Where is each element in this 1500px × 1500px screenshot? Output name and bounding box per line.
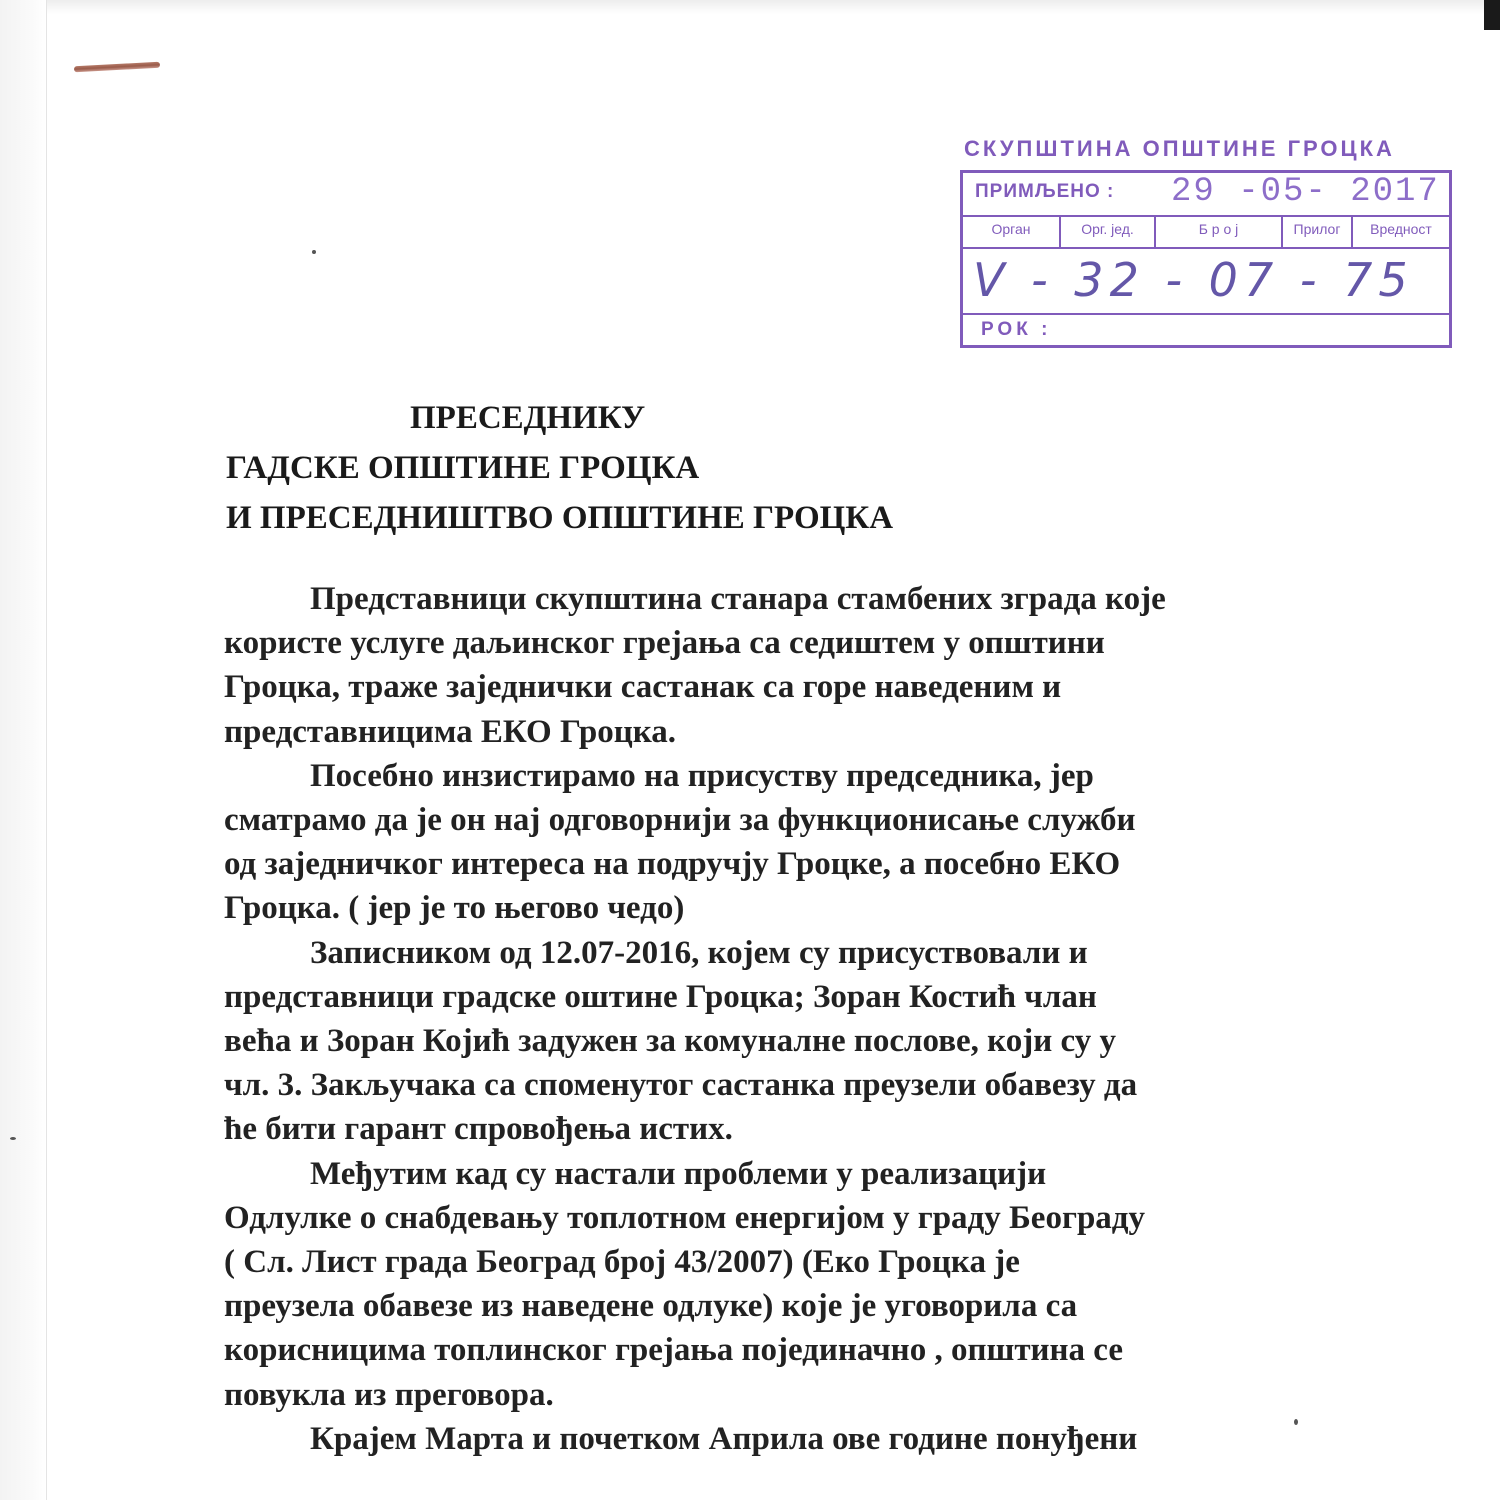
stamp-values-row xyxy=(963,249,1449,315)
registration-stamp xyxy=(952,130,1457,355)
text-line: Представници скупштина станара стамбених зграда које xyxy=(310,581,1166,617)
stamp-col-unit: Орг. јед. xyxy=(1061,217,1156,247)
staple xyxy=(74,62,160,72)
stamp-deadline-label: РОК : xyxy=(981,319,1052,340)
stamp-title: СКУПШТИНА ОПШТИНЕ ГРОЦКА xyxy=(964,136,1395,161)
text-line: већа и Зоран Којић задужен за комуналне послове, који су у xyxy=(224,1023,1116,1060)
page-edge-top xyxy=(0,0,1500,14)
stamp-col-value: Вредност xyxy=(1370,221,1432,237)
heading-line-3: И ПРЕСЕДНИШТВО ОПШТИНЕ ГРОЦКА xyxy=(226,500,894,536)
text-line: сматрамо да је он нај одговорнији за функционисање служби xyxy=(224,802,1136,839)
stamp-received-row xyxy=(963,173,1449,217)
text-line: Гроцка. ( јер је то његово чедо) xyxy=(224,890,685,927)
text-line: од заједничког интереса на подручју Гроцке, а посебно ЕКО xyxy=(224,846,1121,883)
text-line: корисницима топлинског грејања појединачно , општина се xyxy=(224,1332,1124,1369)
heading-line-2: ГАДСКЕ ОПШТИНЕ ГРОЦКА xyxy=(226,450,700,486)
text-line: Записником од 12.07-2016, којем су присуствовали и xyxy=(310,934,1088,971)
stamp-received-date: 29 -05- 2017 xyxy=(1171,173,1440,211)
scan-border-corner xyxy=(1484,0,1500,30)
text-line: повукла из преговора. xyxy=(224,1376,554,1413)
text-line: Међутим кад су настали проблеми у реализацији xyxy=(310,1155,1047,1192)
paragraph-3 xyxy=(224,931,1354,1152)
text-line: чл. 3. Закључака са споменутог састанка преузели обавезу да xyxy=(224,1067,1138,1104)
stamp-col-attachment: Прилог xyxy=(1283,217,1353,247)
page-edge-left xyxy=(0,0,47,1500)
text-line: Посебно инзистирамо на присуству председника, јер xyxy=(310,757,1094,794)
text-line: преузела обавезе из наведене одлуке) које је уговорила са xyxy=(224,1288,1078,1325)
text-line: користе услуге даљинског грејања са седиштем у општини xyxy=(224,625,1105,662)
scan-speck xyxy=(10,1137,16,1140)
paragraph-4 xyxy=(224,1152,1354,1417)
paragraph-5 xyxy=(224,1417,1354,1461)
text-line: Гроцка, траже заједнички састанак са горе наведеним и xyxy=(224,669,1062,706)
stamp-col-organ: Орган xyxy=(963,217,1061,247)
addressee-heading xyxy=(226,393,893,543)
heading-line-1: ПРЕСЕДНИКУ xyxy=(410,400,646,436)
text-line: представници градске оштине Гроцка; Зоран Костић члан xyxy=(224,978,1097,1015)
stamp-column-headers xyxy=(963,217,1449,249)
paragraph-2 xyxy=(224,754,1354,931)
paragraph-1 xyxy=(224,577,1354,754)
letter-body xyxy=(224,577,1354,1461)
scan-speck xyxy=(312,250,316,254)
text-line: Одлулке о снабдевању топлотном енергијом у граду Београду xyxy=(224,1199,1145,1236)
text-line: Крајем Марта и почетком Априла ове године понуђени xyxy=(310,1420,1138,1457)
text-line: ( Сл. Лист града Београд број 43/2007) (Еко Гроцка је xyxy=(224,1244,1020,1281)
stamp-registration-number: V - 32 - 07 - 75 xyxy=(973,253,1414,307)
stamp-box xyxy=(960,170,1452,348)
stamp-received-label: ПРИМЉЕНО : xyxy=(975,181,1115,202)
text-line: представницима ЕКО Гроцка. xyxy=(224,713,676,750)
stamp-col-number: Б р о ј xyxy=(1156,217,1283,247)
text-line: ће бити гарант спровођења истих. xyxy=(224,1111,733,1148)
